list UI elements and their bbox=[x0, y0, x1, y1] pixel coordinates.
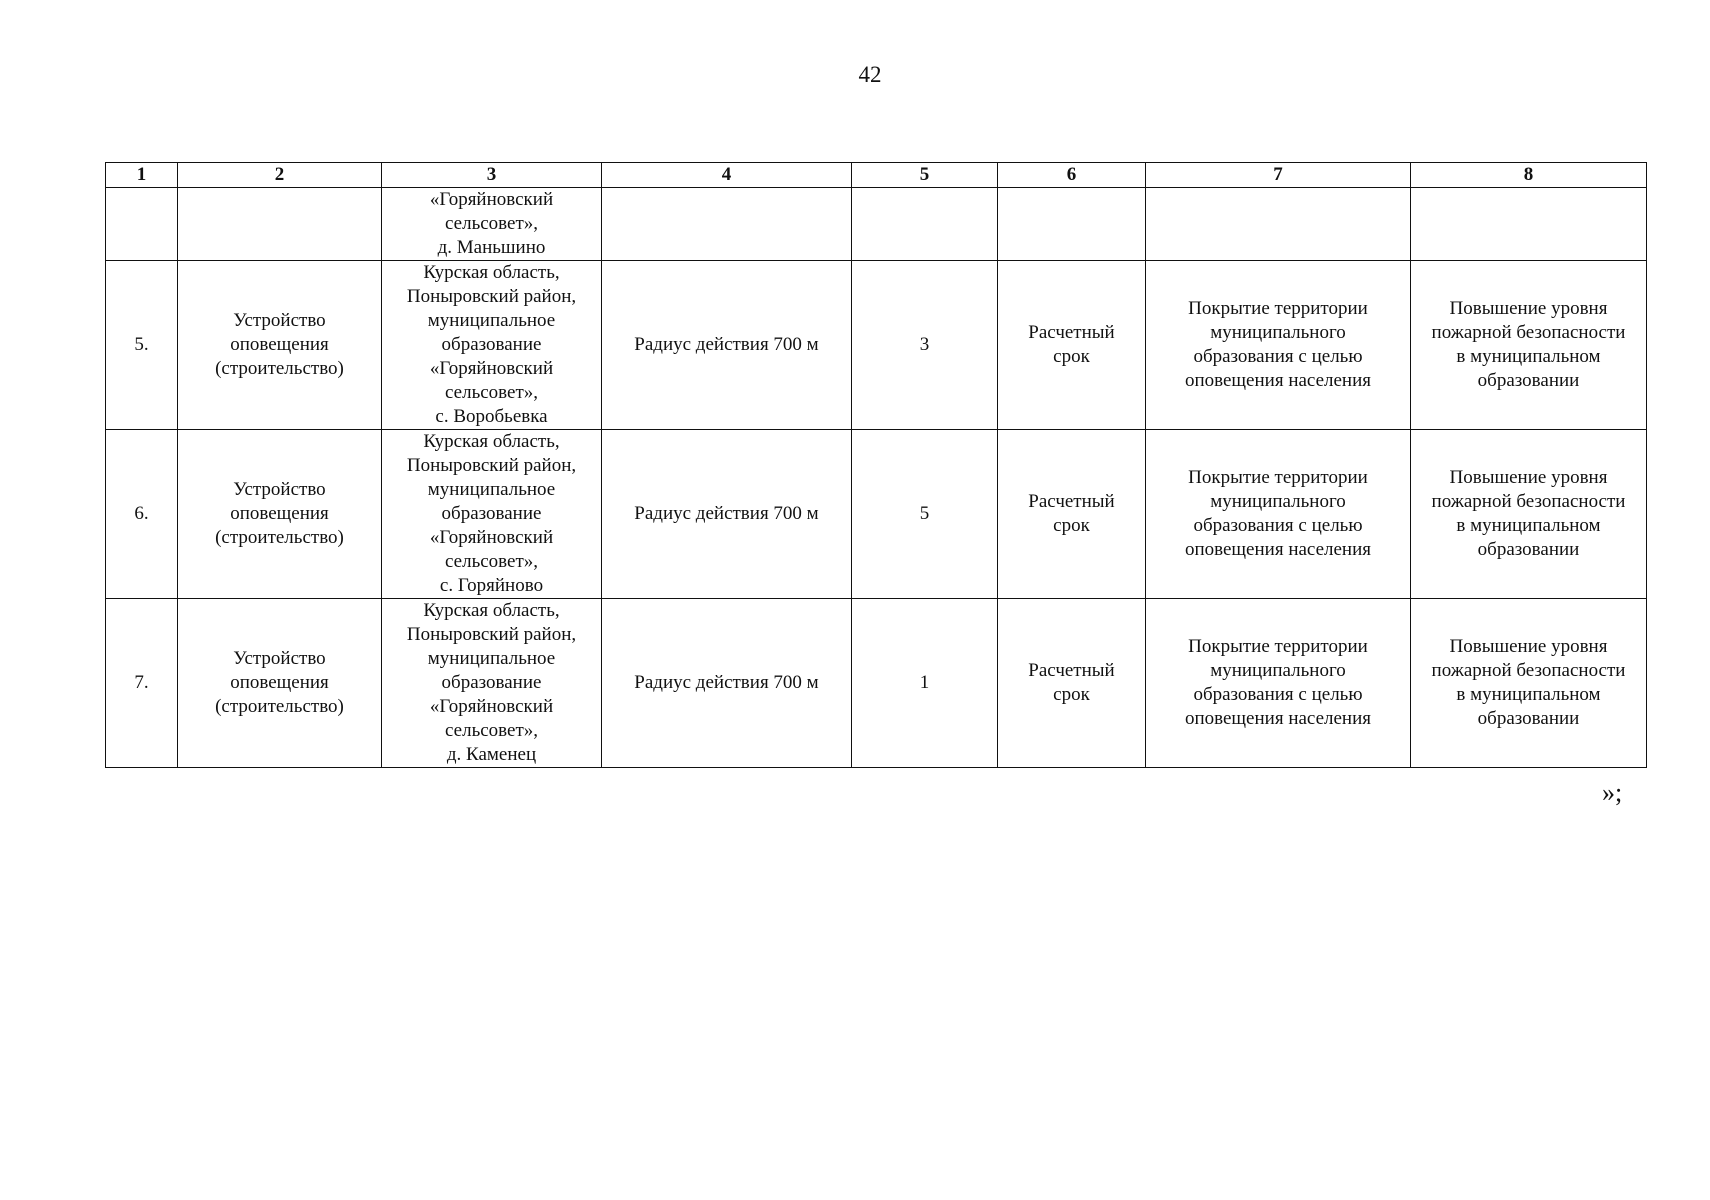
cell-purpose bbox=[1146, 188, 1411, 261]
header-cell-3: 3 bbox=[382, 163, 602, 188]
location-line: сельсовет», bbox=[444, 213, 539, 234]
cell-num: 5. bbox=[106, 261, 178, 430]
effect-line: в муниципальном bbox=[1456, 515, 1601, 536]
location-line: «Горяйновский bbox=[429, 189, 554, 210]
header-cell-1: 1 bbox=[106, 163, 178, 188]
location-line: сельсовет», bbox=[444, 720, 539, 741]
cell-num: 7. bbox=[106, 599, 178, 768]
object-line: (строительство) bbox=[215, 358, 344, 379]
location-line: образование bbox=[441, 334, 542, 355]
table-row bbox=[106, 430, 1647, 599]
cell-purpose bbox=[1146, 599, 1411, 768]
cell-effect bbox=[1411, 188, 1647, 261]
effect-line: образовании bbox=[1477, 539, 1580, 560]
cell-characteristics bbox=[602, 188, 852, 261]
cell-effect bbox=[1411, 599, 1647, 768]
term-line: Расчетный bbox=[1028, 322, 1115, 343]
purpose-line: Покрытие территории bbox=[1188, 298, 1368, 319]
location-line: сельсовет», bbox=[444, 382, 539, 403]
location-line: «Горяйновский bbox=[429, 696, 554, 717]
location-line: «Горяйновский bbox=[429, 358, 554, 379]
location-line: муниципальное bbox=[427, 479, 556, 500]
location-line: д. Каменец bbox=[446, 744, 537, 765]
effect-line: в муниципальном bbox=[1456, 346, 1601, 367]
header-cell-4: 4 bbox=[602, 163, 852, 188]
cell-object bbox=[178, 599, 382, 768]
cell-location bbox=[382, 599, 602, 768]
object-line: Устройство bbox=[233, 479, 326, 500]
cell-num: 6. bbox=[106, 430, 178, 599]
cell-quantity: 3 bbox=[852, 261, 998, 430]
cell-term bbox=[998, 188, 1146, 261]
cell-location bbox=[382, 188, 602, 261]
cell-characteristics: Радиус действия 700 м bbox=[602, 261, 852, 430]
effect-line: Повышение уровня bbox=[1449, 298, 1608, 319]
purpose-line: образования с целью bbox=[1193, 684, 1363, 705]
cell-term bbox=[998, 430, 1146, 599]
table-row bbox=[106, 261, 1647, 430]
effect-line: Повышение уровня bbox=[1449, 467, 1608, 488]
purpose-line: муниципального bbox=[1210, 322, 1346, 343]
purpose-line: оповещения населения bbox=[1184, 539, 1372, 560]
cell-purpose bbox=[1146, 430, 1411, 599]
object-line: Устройство bbox=[233, 310, 326, 331]
location-line: Поныровский район, bbox=[406, 286, 577, 307]
header-cell-5: 5 bbox=[852, 163, 998, 188]
cell-characteristics: Радиус действия 700 м bbox=[602, 430, 852, 599]
cell-object bbox=[178, 430, 382, 599]
location-line: образование bbox=[441, 503, 542, 524]
table-row-continuation bbox=[106, 188, 1647, 261]
location-line: образование bbox=[441, 672, 542, 693]
object-line: (строительство) bbox=[215, 696, 344, 717]
term-line: срок bbox=[1053, 684, 1090, 705]
object-line: Устройство bbox=[233, 648, 326, 669]
location-line: Поныровский район, bbox=[406, 455, 577, 476]
cell-location bbox=[382, 261, 602, 430]
term-line: Расчетный bbox=[1028, 491, 1115, 512]
cell-object bbox=[178, 261, 382, 430]
location-line: с. Горяйново bbox=[439, 575, 544, 596]
purpose-line: образования с целью bbox=[1193, 515, 1363, 536]
header-row bbox=[106, 163, 1647, 188]
cell-effect bbox=[1411, 261, 1647, 430]
term-line: Расчетный bbox=[1028, 660, 1115, 681]
location-line: Курская область, bbox=[423, 600, 560, 621]
purpose-line: образования с целью bbox=[1193, 346, 1363, 367]
cell-term bbox=[998, 599, 1146, 768]
cell-term bbox=[998, 261, 1146, 430]
closing-quote-mark: »; bbox=[1602, 778, 1623, 807]
location-line: д. Маньшино bbox=[437, 237, 546, 258]
effect-line: Повышение уровня bbox=[1449, 636, 1608, 657]
purpose-line: Покрытие территории bbox=[1188, 467, 1368, 488]
cell-effect bbox=[1411, 430, 1647, 599]
effect-line: пожарной безопасности bbox=[1431, 660, 1626, 681]
location-line: Поныровский район, bbox=[406, 624, 577, 645]
term-line: срок bbox=[1053, 515, 1090, 536]
cell-object bbox=[178, 188, 382, 261]
purpose-line: оповещения населения bbox=[1184, 370, 1372, 391]
location-line: муниципальное bbox=[427, 310, 556, 331]
table-row bbox=[106, 599, 1647, 768]
term-line: срок bbox=[1053, 346, 1090, 367]
location-line: Курская область, bbox=[423, 431, 560, 452]
cell-quantity bbox=[852, 188, 998, 261]
purpose-line: Покрытие территории bbox=[1188, 636, 1368, 657]
cell-purpose bbox=[1146, 261, 1411, 430]
effect-line: пожарной безопасности bbox=[1431, 322, 1626, 343]
object-line: оповещения bbox=[230, 503, 329, 524]
data-table bbox=[105, 162, 1647, 768]
location-line: Курская область, bbox=[423, 262, 560, 283]
object-line: оповещения bbox=[230, 334, 329, 355]
location-line: с. Воробьевка bbox=[435, 406, 548, 427]
page-number: 42 bbox=[858, 62, 882, 87]
header-cell-7: 7 bbox=[1146, 163, 1411, 188]
cell-quantity: 1 bbox=[852, 599, 998, 768]
purpose-line: оповещения населения bbox=[1184, 708, 1372, 729]
cell-characteristics: Радиус действия 700 м bbox=[602, 599, 852, 768]
location-line: муниципальное bbox=[427, 648, 556, 669]
header-cell-2: 2 bbox=[178, 163, 382, 188]
object-line: (строительство) bbox=[215, 527, 344, 548]
effect-line: пожарной безопасности bbox=[1431, 491, 1626, 512]
purpose-line: муниципального bbox=[1210, 491, 1346, 512]
effect-line: в муниципальном bbox=[1456, 684, 1601, 705]
cell-num bbox=[106, 188, 178, 261]
effect-line: образовании bbox=[1477, 708, 1580, 729]
cell-location bbox=[382, 430, 602, 599]
purpose-line: муниципального bbox=[1210, 660, 1346, 681]
effect-line: образовании bbox=[1477, 370, 1580, 391]
cell-quantity: 5 bbox=[852, 430, 998, 599]
location-line: «Горяйновский bbox=[429, 527, 554, 548]
location-line: сельсовет», bbox=[444, 551, 539, 572]
header-cell-6: 6 bbox=[998, 163, 1146, 188]
object-line: оповещения bbox=[230, 672, 329, 693]
header-cell-8: 8 bbox=[1411, 163, 1647, 188]
